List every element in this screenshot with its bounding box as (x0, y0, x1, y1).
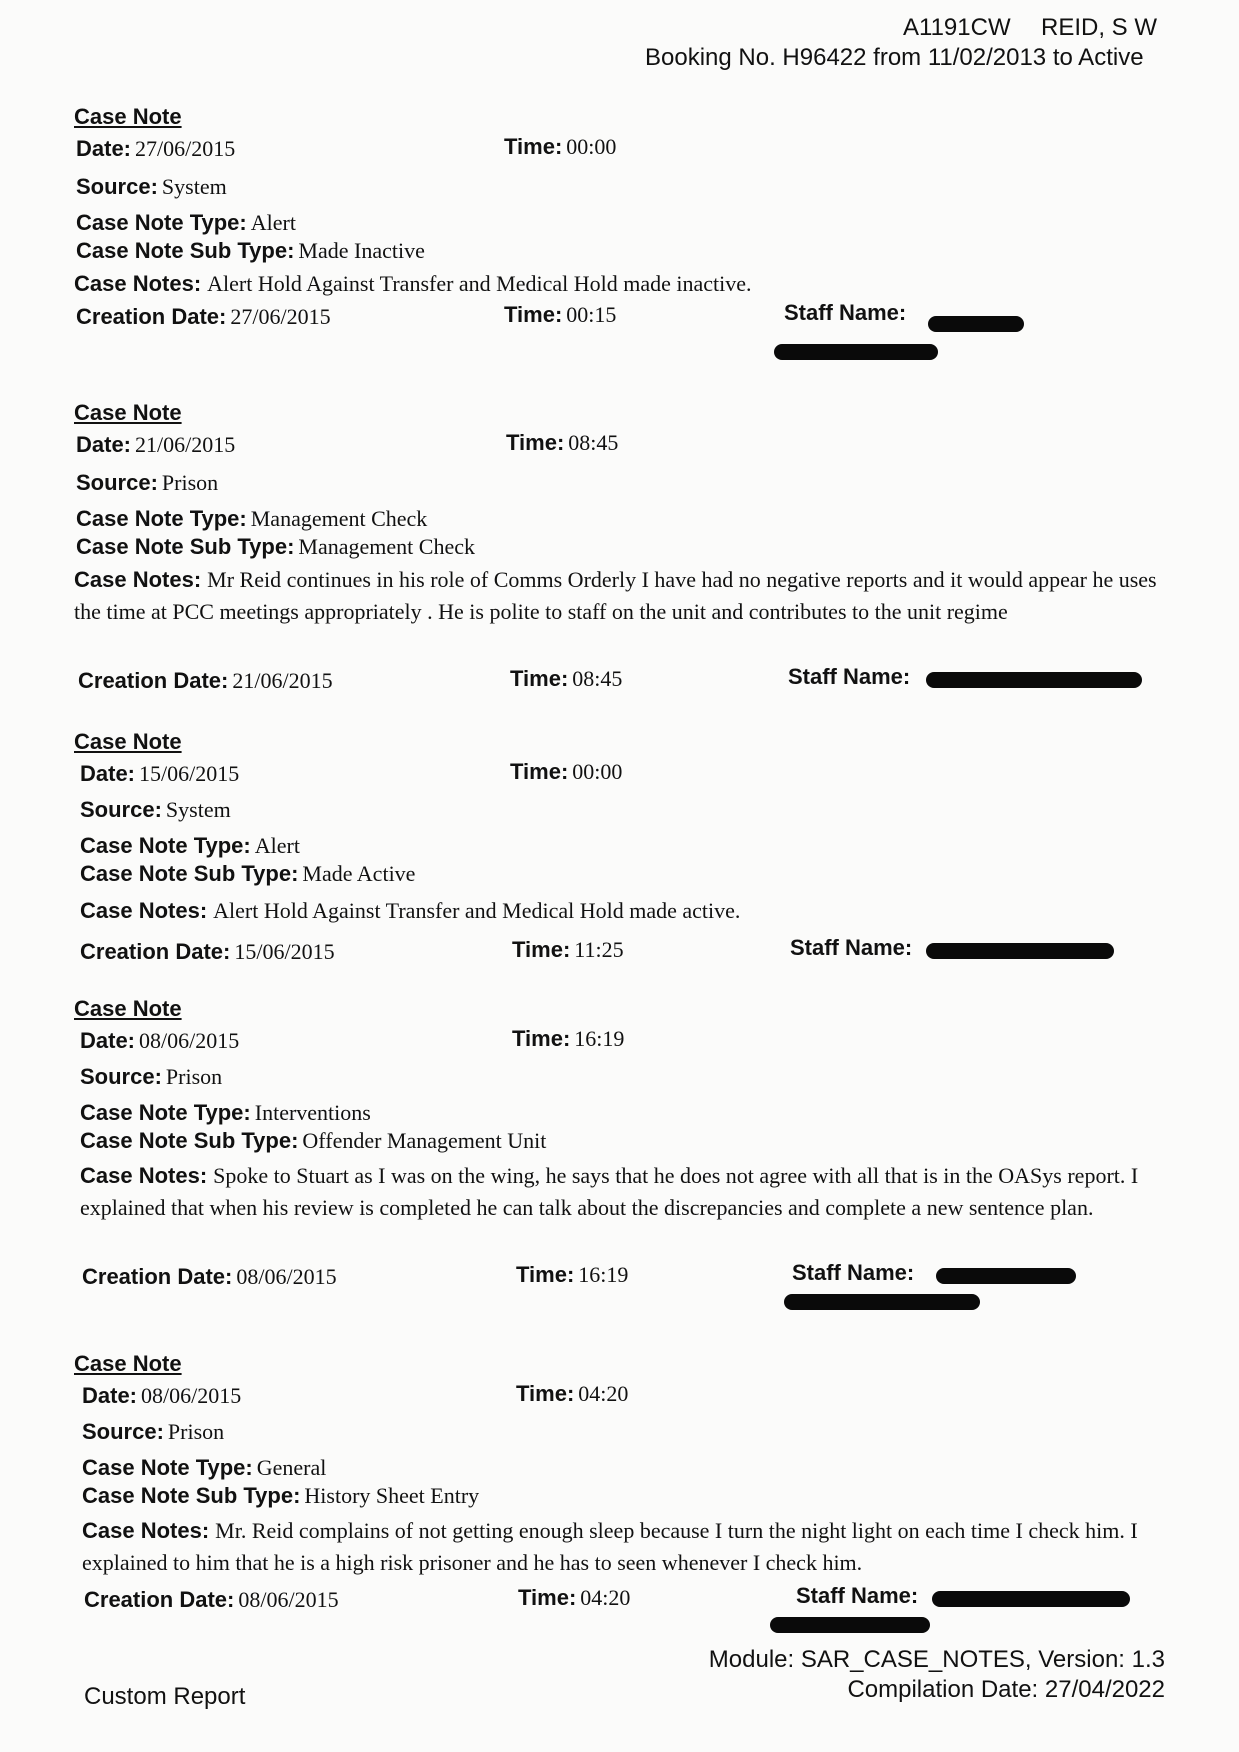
case-note-heading: Case Note (74, 1351, 182, 1376)
creation-time-value: 08:45 (572, 666, 623, 691)
notes-text: Mr Reid continues in his role of Comms Orderly I have had no negative reports and it would appear he uses the time at PCC meetings appropriately . He is polite to staff on the unit and contributes to the unit regime (74, 567, 1157, 624)
sub-type-value: Made Active (302, 861, 416, 886)
redaction-bar (926, 943, 1114, 959)
redaction-bar (928, 316, 1024, 332)
case-note (74, 400, 1164, 700)
type-label: Case Note Type: (76, 210, 247, 235)
creation-time-value: 11:25 (574, 937, 624, 962)
time-value: 00:00 (566, 134, 617, 159)
case-note (74, 104, 1164, 364)
source-value: Prison (161, 470, 219, 495)
sub-type-value: History Sheet Entry (304, 1483, 480, 1508)
sub-type-label: Case Note Sub Type: (80, 861, 299, 886)
source-value: Prison (167, 1419, 225, 1444)
sub-type-label: Case Note Sub Type: (82, 1483, 301, 1508)
notes-text: Mr. Reid complains of not getting enough sleep because I turn the night light on each time I check him. I explained to him that he is a high risk prisoner and he has to seen whenever I check him. (82, 1518, 1138, 1575)
notes-text: Alert Hold Against Transfer and Medical Hold made inactive. (207, 271, 752, 296)
date-label: Date: (80, 761, 136, 786)
creation-time-label: Time: (518, 1585, 577, 1610)
case-note-heading: Case Note (74, 104, 182, 129)
creation-time-value: 00:15 (566, 302, 617, 327)
time-value: 00:00 (572, 759, 623, 784)
time-label: Time: (516, 1381, 575, 1406)
type-label: Case Note Type: (76, 506, 247, 531)
source-label: Source: (80, 1064, 162, 1089)
date-value: 27/06/2015 (135, 136, 236, 161)
time-value: 08:45 (568, 430, 619, 455)
creation-date-label: Creation Date: (82, 1264, 233, 1289)
prisoner-name: REID, S W (1041, 14, 1158, 41)
creation-time-label: Time: (510, 666, 569, 691)
sub-type-label: Case Note Sub Type: (76, 534, 295, 559)
time-value: 16:19 (574, 1026, 625, 1051)
sub-type-value: Made Inactive (298, 238, 425, 263)
creation-date-value: 27/06/2015 (230, 304, 331, 329)
notes-label: Case Notes: (74, 271, 202, 296)
creation-time-label: Time: (504, 302, 563, 327)
case-note (74, 1351, 1164, 1651)
notes-text: Alert Hold Against Transfer and Medical Hold made active. (213, 898, 741, 923)
notes-label: Case Notes: (74, 567, 202, 592)
type-value: General (256, 1455, 327, 1480)
creation-time-label: Time: (516, 1262, 575, 1287)
notes-text: Spoke to Stuart as I was on the wing, he says that he does not agree with all that is in the OASys report. I explained that when his review is completed he can talk about the discrepancies and complete a new sentence plan. (80, 1163, 1139, 1220)
creation-date-value: 15/06/2015 (234, 939, 335, 964)
creation-time-label: Time: (512, 937, 571, 962)
notes-label: Case Notes: (80, 898, 208, 923)
compilation-date: Compilation Date: 27/04/2022 (847, 1676, 1165, 1703)
time-label: Time: (506, 430, 565, 455)
redaction-bar (932, 1591, 1130, 1607)
creation-date-label: Creation Date: (84, 1587, 235, 1612)
time-label: Time: (512, 1026, 571, 1051)
redaction-bar (784, 1294, 980, 1310)
source-value: System (161, 174, 227, 199)
custom-report-label: Custom Report (84, 1683, 246, 1710)
type-value: Alert (254, 833, 300, 858)
case-note-heading: Case Note (74, 729, 182, 754)
redaction-bar (926, 672, 1142, 688)
creation-date-value: 21/06/2015 (232, 668, 333, 693)
type-label: Case Note Type: (80, 1100, 251, 1125)
sub-type-value: Offender Management Unit (302, 1128, 547, 1153)
date-value: 08/06/2015 (141, 1383, 242, 1408)
date-label: Date: (80, 1028, 136, 1053)
creation-date-label: Creation Date: (80, 939, 231, 964)
creation-date-value: 08/06/2015 (238, 1587, 339, 1612)
time-label: Time: (510, 759, 569, 784)
source-value: System (165, 797, 231, 822)
staff-name-label: Staff Name: (784, 300, 907, 325)
time-value: 04:20 (578, 1381, 629, 1406)
date-value: 21/06/2015 (135, 432, 236, 457)
sub-type-label: Case Note Sub Type: (76, 238, 295, 263)
staff-name-label: Staff Name: (788, 664, 911, 689)
type-label: Case Note Type: (82, 1455, 253, 1480)
redaction-bar (936, 1268, 1076, 1284)
creation-date-label: Creation Date: (76, 304, 227, 329)
source-label: Source: (76, 174, 158, 199)
type-label: Case Note Type: (80, 833, 251, 858)
creation-date-value: 08/06/2015 (236, 1264, 337, 1289)
redaction-bar (774, 344, 938, 360)
creation-time-value: 16:19 (578, 1262, 629, 1287)
staff-name-label: Staff Name: (792, 1260, 915, 1285)
source-label: Source: (76, 470, 158, 495)
notes-label: Case Notes: (82, 1518, 210, 1543)
type-value: Interventions (254, 1100, 371, 1125)
module-info: Module: SAR_CASE_NOTES, Version: 1.3 (708, 1646, 1165, 1673)
prisoner-id: A1191CW (903, 14, 1011, 41)
type-value: Management Check (250, 506, 428, 531)
date-label: Date: (82, 1383, 138, 1408)
staff-name-label: Staff Name: (790, 935, 913, 960)
source-value: Prison (165, 1064, 223, 1089)
type-value: Alert (250, 210, 296, 235)
redaction-bar (770, 1617, 930, 1633)
source-label: Source: (82, 1419, 164, 1444)
case-note (74, 729, 1164, 969)
date-value: 15/06/2015 (139, 761, 240, 786)
date-label: Date: (76, 136, 132, 161)
date-label: Date: (76, 432, 132, 457)
staff-name-label: Staff Name: (796, 1583, 919, 1608)
case-note-heading: Case Note (74, 400, 182, 425)
date-value: 08/06/2015 (139, 1028, 240, 1053)
booking-info: Booking No. H96422 from 11/02/2013 to Active (645, 44, 1144, 71)
creation-date-label: Creation Date: (78, 668, 229, 693)
case-note (74, 996, 1164, 1316)
sub-type-label: Case Note Sub Type: (80, 1128, 299, 1153)
time-label: Time: (504, 134, 563, 159)
sub-type-value: Management Check (298, 534, 475, 559)
case-note-heading: Case Note (74, 996, 182, 1021)
notes-label: Case Notes: (80, 1163, 208, 1188)
creation-time-value: 04:20 (580, 1585, 631, 1610)
source-label: Source: (80, 797, 162, 822)
